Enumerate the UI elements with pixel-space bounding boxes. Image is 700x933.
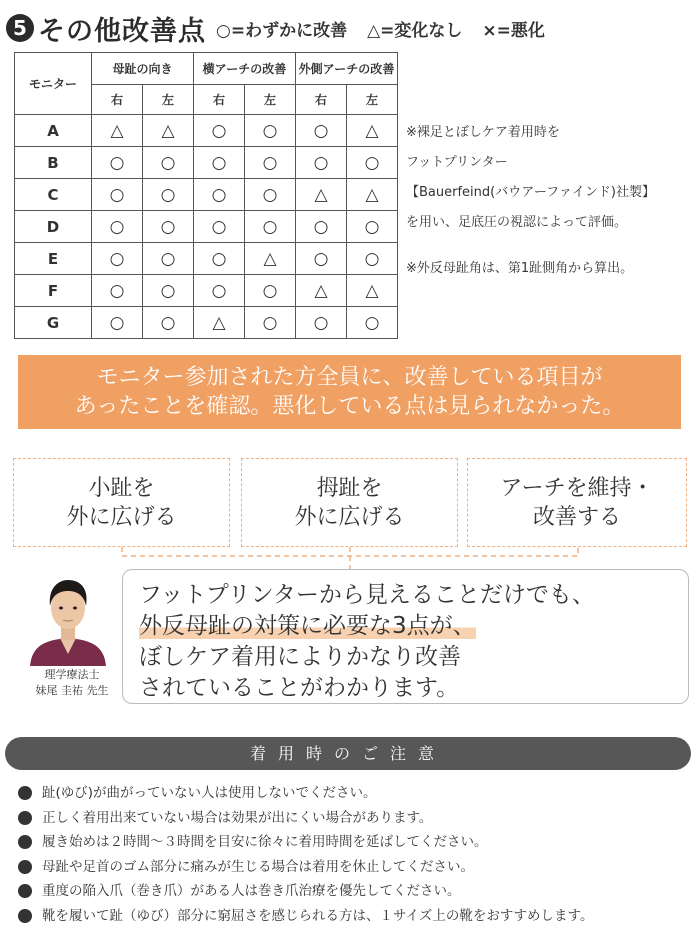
mark-cell: ○ <box>245 275 296 307</box>
mark-cell: △ <box>143 115 194 147</box>
doctor-avatar <box>26 574 110 666</box>
mark-cell: △ <box>296 275 347 307</box>
note-line: ※裸足とぼしケア着用時を <box>406 125 560 140</box>
list-item <box>18 830 593 855</box>
mark-cell: ○ <box>347 243 398 275</box>
row-label: B <box>15 147 92 179</box>
note-spacer <box>406 238 655 254</box>
row-label: D <box>15 211 92 243</box>
comment-line: フットプリンターから見えることだけでも、 <box>139 582 595 608</box>
caution-text: 履き始めは２時間～３時間を目安に徐々に着用時間を延ばしてください。 <box>42 834 488 850</box>
bullet-icon <box>18 909 32 923</box>
legend-improve: ○=わずかに改善 <box>216 20 348 41</box>
list-item <box>18 855 593 880</box>
mark-cell: △ <box>194 307 245 339</box>
mark-cell: ○ <box>245 179 296 211</box>
mark-cell: ○ <box>194 115 245 147</box>
mark-cell: △ <box>347 275 398 307</box>
mark-cell: ○ <box>245 147 296 179</box>
mark-cell: ○ <box>143 243 194 275</box>
mark-cell: ○ <box>296 307 347 339</box>
group-header-lateral-arch: 外側アーチの改善 <box>296 53 398 85</box>
mark-cell: △ <box>92 115 143 147</box>
mark-cell: △ <box>296 179 347 211</box>
mark-cell: ○ <box>245 307 296 339</box>
point-text: アーチを維持・ <box>500 475 654 501</box>
mark-cell: ○ <box>347 211 398 243</box>
mark-cell: ○ <box>194 179 245 211</box>
bullet-icon <box>18 835 32 849</box>
mark-cell: ○ <box>296 211 347 243</box>
side-header: 右 <box>92 85 143 115</box>
mark-cell: ○ <box>245 115 296 147</box>
mark-cell: ○ <box>92 211 143 243</box>
side-header: 左 <box>245 85 296 115</box>
doctor-comment <box>122 569 689 704</box>
doctor-name: 妹尾 圭祐 先生 <box>35 684 109 697</box>
legend-nochange: △=変化なし <box>367 20 463 41</box>
list-item <box>18 904 593 929</box>
mark-cell: ○ <box>347 307 398 339</box>
caution-text: 正しく着用出来ていない場合は効果が出にくい場合があります。 <box>42 809 433 826</box>
banner-line: モニター参加された方全員に、改善している項目が <box>96 365 603 390</box>
mark-cell: ○ <box>245 211 296 243</box>
section-number-badge: 5 <box>6 14 34 42</box>
point-box-arch <box>467 458 687 547</box>
note-line: 【Bauerfeind(バウアーファインド)社製】 <box>406 185 655 200</box>
section-header <box>6 8 696 48</box>
caution-title: 着用時のご注意 <box>5 737 691 770</box>
mark-cell: ○ <box>347 147 398 179</box>
table-row <box>15 179 398 211</box>
comment-line-highlighted: 外反母趾の対策に必要な3点が、 <box>139 613 476 639</box>
note-line: を用い、足底圧の視認によって評価。 <box>406 215 628 230</box>
point-text: 外に広げる <box>66 504 177 530</box>
note-line: フットプリンター <box>406 155 508 170</box>
mark-cell: ○ <box>143 307 194 339</box>
list-item <box>18 879 593 904</box>
legend-worse: ×=悪化 <box>482 20 545 41</box>
caution-text: 重度の陥入爪（巻き爪）がある人は巻き爪治療を優先してください。 <box>42 883 461 899</box>
caution-text: 母趾や足首のゴム部分に痛みが生じる場合は着用を休止してください。 <box>42 858 474 875</box>
mark-cell: ○ <box>143 211 194 243</box>
doctor-role: 理学療法士 <box>44 668 100 681</box>
side-header: 右 <box>296 85 347 115</box>
side-header: 左 <box>143 85 194 115</box>
results-table <box>14 52 398 339</box>
side-header: 左 <box>347 85 398 115</box>
row-label: E <box>15 243 92 275</box>
banner-line: あったことを確認。悪化している点は見られなかった。 <box>74 394 625 419</box>
mark-cell: △ <box>245 243 296 275</box>
comment-line: されていることがわかります。 <box>139 675 460 701</box>
caution-text: 靴を履いて趾（ゆび）部分に窮屈さを感じられる方は、１サイズ上の靴をおすすめします。 <box>42 907 594 924</box>
bullet-icon <box>18 884 32 898</box>
mark-cell: ○ <box>92 307 143 339</box>
monitor-header: モニター <box>15 53 92 115</box>
list-item <box>18 781 593 806</box>
bullet-icon <box>18 860 32 874</box>
row-label: F <box>15 275 92 307</box>
group-header-hallux-direction: 母趾の向き <box>92 53 194 85</box>
note-line: ※外反母趾角は、第1趾側角から算出。 <box>406 261 634 276</box>
group-header-transverse-arch: 横アーチの改善 <box>194 53 296 85</box>
point-box-big-toe <box>241 458 458 547</box>
mark-cell: ○ <box>92 147 143 179</box>
mark-cell: ○ <box>296 147 347 179</box>
mark-cell: ○ <box>194 211 245 243</box>
side-header: 右 <box>194 85 245 115</box>
mark-cell: ○ <box>143 147 194 179</box>
mark-cell: ○ <box>296 115 347 147</box>
table-row <box>15 243 398 275</box>
table-notes <box>406 118 655 284</box>
list-item <box>18 806 593 831</box>
mark-cell: ○ <box>92 275 143 307</box>
mark-cell: ○ <box>92 243 143 275</box>
table-row <box>15 307 398 339</box>
table-row <box>15 275 398 307</box>
point-text: 外に広げる <box>294 504 405 530</box>
comment-line: ぼしケア着用によりかなり改善 <box>139 644 461 670</box>
point-text: 改善する <box>532 504 621 530</box>
point-text: 小趾を <box>88 475 155 501</box>
row-label: G <box>15 307 92 339</box>
summary-banner <box>18 355 681 429</box>
mark-cell: ○ <box>143 275 194 307</box>
mark-cell: ○ <box>194 275 245 307</box>
table-row <box>15 115 398 147</box>
mark-cell: ○ <box>194 243 245 275</box>
bullet-icon <box>18 786 32 800</box>
section-title: その他改善点 <box>38 15 206 47</box>
mark-cell: ○ <box>296 243 347 275</box>
mark-cell: △ <box>347 115 398 147</box>
caution-list <box>18 781 593 928</box>
row-label: A <box>15 115 92 147</box>
table-row <box>15 147 398 179</box>
doctor-caption <box>16 667 128 699</box>
row-label: C <box>15 179 92 211</box>
mark-cell: ○ <box>143 179 194 211</box>
table-row <box>15 211 398 243</box>
mark-cell: ○ <box>194 147 245 179</box>
point-box-little-toe <box>13 458 230 547</box>
caution-text: 趾(ゆび)が曲がっていない人は使用しないでください。 <box>42 785 377 801</box>
legend <box>216 16 545 41</box>
point-text: 拇趾を <box>316 475 383 501</box>
bullet-icon <box>18 811 32 825</box>
mark-cell: ○ <box>92 179 143 211</box>
mark-cell: △ <box>347 179 398 211</box>
